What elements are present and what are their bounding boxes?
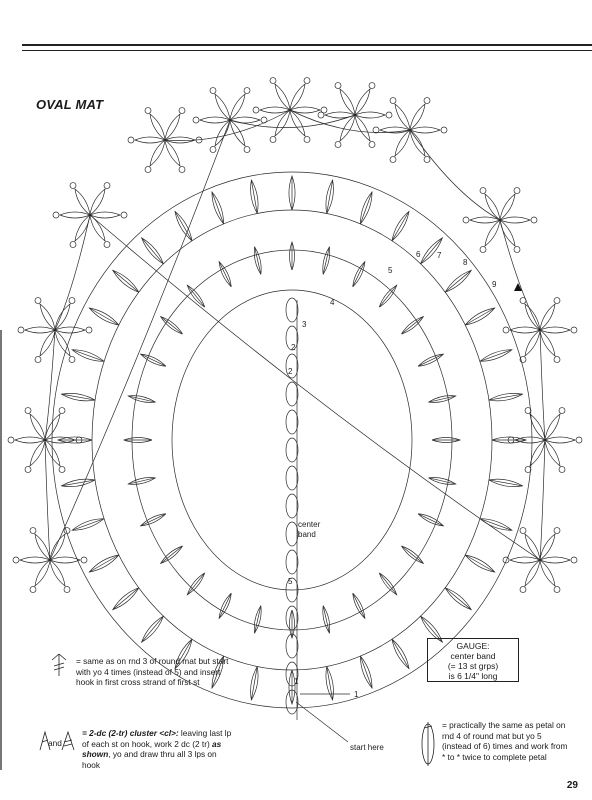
petal-ring-2-stem [392, 639, 409, 668]
page-number: 29 [566, 780, 578, 791]
flower-motif-picot [210, 146, 216, 152]
flower-motif [90, 215, 105, 241]
petal-ring-1-stem [418, 354, 443, 366]
flower-motif-picot [86, 327, 92, 333]
petal-ring-1-stem [379, 573, 396, 595]
legend-petal-text: = practically the same as petal on rnd 4 of round mat but yo 5 (instead of 6) times and work from * to * twice to complete petal [442, 720, 568, 762]
flower-motif [525, 560, 540, 586]
flower-motif [30, 440, 45, 466]
flower-motif-picot [503, 327, 509, 333]
chain-arc [410, 130, 500, 220]
flower-motif [75, 215, 90, 241]
flower-motif-picot [531, 217, 537, 223]
flower-motif-picot [128, 137, 134, 143]
flower-motif-picot [441, 127, 447, 133]
petal-ring-2-stem [142, 616, 164, 642]
flower-motif [50, 560, 65, 586]
flower-motif-picot [81, 557, 87, 563]
flower-motif [485, 220, 500, 246]
round-label-3: 3 [302, 320, 307, 329]
flower-motif-picot [386, 112, 392, 118]
long-stitch-symbol [52, 654, 66, 676]
petal-ring-1-stem [323, 247, 329, 274]
flower-motif-picot [64, 586, 70, 592]
flower-motif-picot [424, 98, 430, 104]
petal-ring-2-stem [489, 480, 522, 486]
petal-ring-1-stem [128, 478, 155, 484]
flower-motif [150, 140, 165, 166]
chain-arc [540, 440, 545, 560]
round-label-4: 4 [330, 298, 335, 307]
petal-ring-2-stem [489, 394, 522, 400]
flower-motif [135, 137, 165, 143]
flower-motif [510, 327, 540, 333]
petal-ring-2-stem [480, 519, 512, 531]
flower-motif [500, 217, 530, 223]
petal-ring-2-stem [62, 480, 95, 486]
petal-ring-2-stem [142, 238, 164, 264]
flower-motif-picot [18, 327, 24, 333]
gauge-line-3: is 6 1/4" long [448, 671, 498, 681]
chain-arc [45, 440, 50, 560]
flower-motif [165, 114, 180, 140]
flower-motif [40, 304, 55, 330]
flower-motif-picot [424, 156, 430, 162]
gauge-line-2: (= 13 st grps) [447, 661, 499, 671]
flower-motif-picot [179, 108, 185, 114]
flower-motif [35, 560, 50, 586]
flower-motif [290, 84, 305, 110]
flower-motif [215, 94, 230, 120]
petal-ring-2-stem [360, 192, 372, 224]
flower-motif-picot [253, 107, 259, 113]
flower-motif [500, 220, 515, 246]
flower-motif-picot [145, 108, 151, 114]
flower-motif-picot [335, 83, 341, 89]
chain-arc [165, 110, 290, 141]
chain-arc [50, 120, 230, 560]
flower-motif [90, 212, 120, 218]
petal-ring-2-stem [212, 192, 224, 224]
petal-ring-1-stem [161, 546, 183, 563]
flower-motif-picot [25, 408, 31, 414]
flower-motif [410, 130, 425, 156]
flower-motif-picot [193, 117, 199, 123]
flower-motif [545, 414, 560, 440]
flower-motif-picot [53, 212, 59, 218]
flower-motif-picot [571, 327, 577, 333]
center-band-motif [286, 550, 298, 574]
round-1-pointer-label: 1 [354, 690, 359, 699]
flower-motif [355, 115, 370, 141]
petal-ring-2-stem [480, 350, 512, 362]
center-band-motif [286, 410, 298, 434]
flower-motif [525, 330, 540, 356]
flower-motif [60, 212, 90, 218]
flower-motif-picot [369, 141, 375, 147]
center-band-motif [286, 494, 298, 518]
legend-long-stitch-text: = same as on rnd 3 of round mat but start with yo 4 times (instead of 5) and insert hook in first cross strand of first st [76, 656, 229, 687]
legend-cluster-body: leaving last lp of each st on hook, work 2 dc (2 tr) [82, 728, 232, 749]
flower-motif-picot [520, 586, 526, 592]
flower-motif [355, 112, 385, 118]
flower-motif-picot [554, 356, 560, 362]
chain-arc [540, 330, 545, 440]
flower-motif-picot [525, 466, 531, 472]
flower-motif [150, 114, 165, 140]
flower-motif [50, 534, 65, 560]
legend-cluster-emph: as shown [82, 738, 222, 759]
legend-cluster-lead: = 2-dc (2-tr) cluster <cl>: [82, 728, 179, 738]
center-band-motif [286, 298, 298, 322]
flower-motif-picot [59, 408, 65, 414]
flower-motif [470, 217, 500, 223]
gauge-box [427, 638, 519, 682]
petal-ring-2-stem [72, 350, 104, 362]
flower-motif [215, 120, 230, 146]
petal-ring-2-stem [445, 588, 471, 610]
petal-ring-1-stem [428, 396, 455, 402]
center-small-label: 5 [288, 577, 293, 586]
flower-motif-picot [270, 78, 276, 84]
flower-motif-picot [104, 183, 110, 189]
flower-motif-picot [104, 241, 110, 247]
flower-motif [230, 117, 260, 123]
flower-motif-picot [480, 246, 486, 252]
petal-symbol [422, 722, 434, 766]
flower-motif [510, 557, 540, 563]
round-label-7: 7 [437, 251, 442, 260]
center-band-motif [286, 382, 298, 406]
start-here-pointer-line [296, 702, 348, 742]
flower-motif [540, 330, 555, 356]
oval-round-guide [132, 250, 452, 630]
chain-arc [90, 215, 540, 560]
flower-motif [410, 127, 440, 133]
petal-ring-1-stem [323, 606, 329, 633]
flower-motif-picot [244, 146, 250, 152]
flower-motif [55, 304, 70, 330]
flower-motif [40, 330, 55, 356]
flower-motif [55, 330, 70, 356]
petal-ring-1-stem [418, 514, 443, 526]
flower-motif-picot [390, 156, 396, 162]
start-here-label: start here [350, 743, 384, 752]
flower-motif-picot [59, 466, 65, 472]
flower-motif-picot [25, 466, 31, 472]
flower-motif-picot [35, 356, 41, 362]
flower-motif [540, 534, 555, 560]
petal-ring-2-stem [251, 180, 257, 213]
petal-ring-1-stem [141, 354, 166, 366]
flower-motif [20, 557, 50, 563]
flower-motif [395, 104, 410, 130]
petal-ring-1-stem [401, 546, 423, 563]
flower-motif [500, 194, 515, 220]
flower-motif-picot [69, 356, 75, 362]
petal-ring-1-stem [128, 396, 155, 402]
gauge-title: GAUGE: [456, 641, 490, 651]
center-band-motif [286, 438, 298, 462]
petal-ring-2-stem [465, 555, 494, 572]
round-label-6: 6 [416, 250, 421, 259]
flower-motif-picot [520, 528, 526, 534]
flower-motif-picot [30, 528, 36, 534]
center-band-motif [286, 522, 298, 546]
flower-motif [485, 194, 500, 220]
flower-motif [35, 534, 50, 560]
flower-motif-picot [554, 586, 560, 592]
flower-motif [230, 120, 245, 146]
flower-motif [275, 84, 290, 110]
petal-ring-2-stem [72, 519, 104, 531]
flower-motif-picot [514, 246, 520, 252]
flower-motif [540, 557, 570, 563]
flower-motif [525, 534, 540, 560]
flower-motif-picot [576, 437, 582, 443]
flower-motif [325, 112, 355, 118]
flower-motif-picot [554, 528, 560, 534]
flower-motif-picot [390, 98, 396, 104]
flower-motif-picot [525, 408, 531, 414]
center-band-motif [286, 466, 298, 490]
flower-motif-picot [559, 408, 565, 414]
petal-ring-1-stem [401, 317, 423, 334]
petal-ring-1-stem [379, 285, 396, 307]
flower-motif [165, 140, 180, 166]
chain-arc [45, 330, 55, 440]
center-band-label-line1: center band [298, 520, 321, 539]
legend-cluster-text [82, 728, 232, 770]
petal-ring-2-stem [327, 667, 333, 700]
round-label-2: 2 [291, 343, 296, 352]
flower-motif-picot [121, 212, 127, 218]
petal-ring-2-stem [62, 394, 95, 400]
petal-ring-2-stem [465, 308, 494, 325]
flower-motif [55, 327, 85, 333]
flower-motif [540, 560, 555, 586]
flower-motif-picot [514, 188, 520, 194]
flower-motif [545, 440, 560, 466]
petal-ring-2-stem [251, 667, 257, 700]
flower-motif [545, 437, 575, 443]
flower-motif-picot [70, 183, 76, 189]
petal-ring-1-stem [255, 247, 261, 274]
flower-motif-picot [13, 557, 19, 563]
flower-motif [200, 117, 230, 123]
flower-motif [90, 189, 105, 215]
chain-arc [55, 215, 90, 330]
flower-motif-picot [335, 141, 341, 147]
flower-motif-picot [304, 78, 310, 84]
petal-ring-1-stem [161, 317, 183, 334]
petal-ring-2-stem [89, 555, 118, 572]
gauge-line-1: center band [450, 651, 496, 661]
flower-motif-picot [369, 83, 375, 89]
flower-motif-picot [463, 217, 469, 223]
flower-motif-picot [30, 586, 36, 592]
round-label-9: 9 [492, 280, 497, 289]
flower-motif [540, 304, 555, 330]
flower-motif-picot [244, 88, 250, 94]
page-title: OVAL MAT [36, 97, 104, 112]
center-small-label: 2 [288, 367, 293, 376]
flower-motif [75, 189, 90, 215]
flower-motif-picot [145, 166, 151, 172]
flower-motif [15, 437, 45, 443]
flower-motif-picot [270, 136, 276, 142]
petal-ring-2-stem [89, 308, 118, 325]
round-label-8: 8 [463, 258, 468, 267]
petal-ring-1-stem [428, 478, 455, 484]
petal-ring-2-stem [113, 270, 139, 292]
flower-motif [540, 327, 570, 333]
flower-motif [340, 89, 355, 115]
oval-round-guide [172, 290, 412, 590]
flower-motif-picot [318, 112, 324, 118]
petal-ring-2-stem [392, 211, 409, 240]
petal-ring-1-stem [255, 606, 261, 633]
flower-motif-picot [70, 241, 76, 247]
flower-motif-picot [480, 188, 486, 194]
petal-ring-2-stem [113, 588, 139, 610]
flower-motif-picot [559, 466, 565, 472]
flower-motif [395, 130, 410, 156]
flower-motif [355, 89, 370, 115]
legend-cluster-tail: , yo and draw thru all 3 lps on hook [82, 749, 217, 770]
flower-motif-picot [554, 298, 560, 304]
flower-motif [230, 94, 245, 120]
petal-ring-2-stem [327, 180, 333, 213]
petal-ring-2-stem [360, 656, 372, 688]
round-label-1: 1 [294, 677, 299, 686]
flower-motif-picot [304, 136, 310, 142]
flower-motif-picot [571, 557, 577, 563]
flower-motif-picot [210, 88, 216, 94]
legend-and-word: and [48, 738, 62, 748]
petal-ring-1-stem [141, 514, 166, 526]
flower-motif [410, 104, 425, 130]
flower-motif [30, 414, 45, 440]
flower-motif-picot [35, 298, 41, 304]
petal-ring-1-stem [187, 573, 204, 595]
petal-ring-2-stem [445, 270, 471, 292]
flower-motif-picot [8, 437, 14, 443]
flower-motif [50, 557, 80, 563]
flower-motif [25, 327, 55, 333]
flower-motif-picot [179, 166, 185, 172]
round-label-5: 5 [388, 266, 393, 275]
flower-motif-picot [69, 298, 75, 304]
